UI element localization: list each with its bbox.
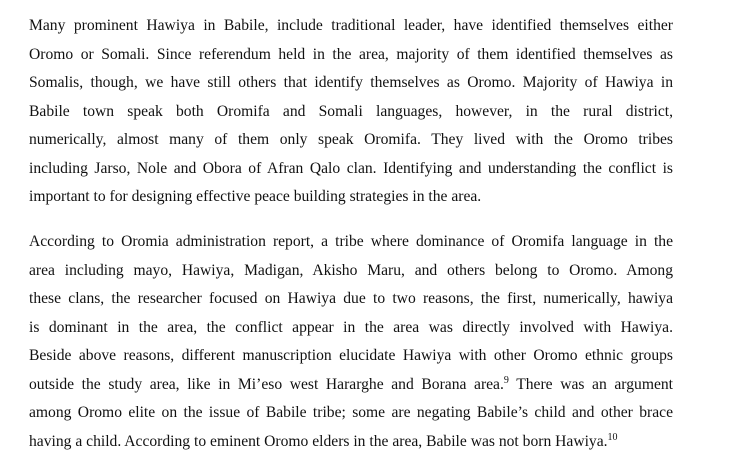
- text-line: Somalis, though, we have still others that identify themselves as Oromo. Majority of Hawiya in: [29, 74, 673, 91]
- text-line: among Oromo elite on the issue of Babile tribe; some are negating Babile’s child and other brace: [29, 404, 673, 421]
- text-line: including Jarso, Nole and Obora of Afran Qalo clan. Identifying and understanding the conflict is: [29, 159, 673, 177]
- footnote-marker[interactable]: 9: [503, 374, 509, 386]
- text-line: Beside above reasons, different manuscription elucidate Hawiya with other Oromo ethnic groups: [29, 347, 673, 364]
- text-line: important to for designing effective peace building strategies in the area.: [29, 188, 482, 205]
- text-line: Many prominent Hawiya in Babile, include traditional leader, have identified themselves either: [29, 17, 673, 34]
- text-line: Babile town speak both Oromifa and Somali languages, however, in the rural district,: [29, 102, 673, 120]
- paragraph-hawiya-identity: [29, 15, 673, 215]
- text-segment: outside the study area, like in Mi’eso west Hararghe and Borana area.: [29, 375, 504, 393]
- text-line: Oromo or Somali. Since referendum held in the area, majority of them identified themselves as: [29, 45, 673, 63]
- text-line: According to Oromia administration report, a tribe where dominance of Oromifa language in the: [29, 233, 673, 250]
- footnote-marker[interactable]: 10: [607, 431, 618, 443]
- text-line: numerically, almost many of them only speak Oromifa. They lived with the Oromo tribes: [29, 131, 673, 148]
- text-line: these clans, the researcher focused on Hawiya due to two reasons, the first, numerically, hawiya: [29, 290, 673, 307]
- paragraph-oromia-report: [29, 231, 673, 459]
- text-segment: There was an argument: [508, 375, 673, 393]
- text-line: is dominant in the area, the conflict appear in the area was directly involved with Hawiya.: [29, 318, 673, 336]
- text-line: area including mayo, Hawiya, Madigan, Akisho Maru, and others belong to Oromo. Among: [29, 261, 673, 279]
- text-line: [29, 431, 673, 460]
- text-segment: having a child. According to eminent Oromo elders in the area, Babile was not born Hawiya.: [29, 432, 608, 450]
- text-line: [29, 374, 673, 403]
